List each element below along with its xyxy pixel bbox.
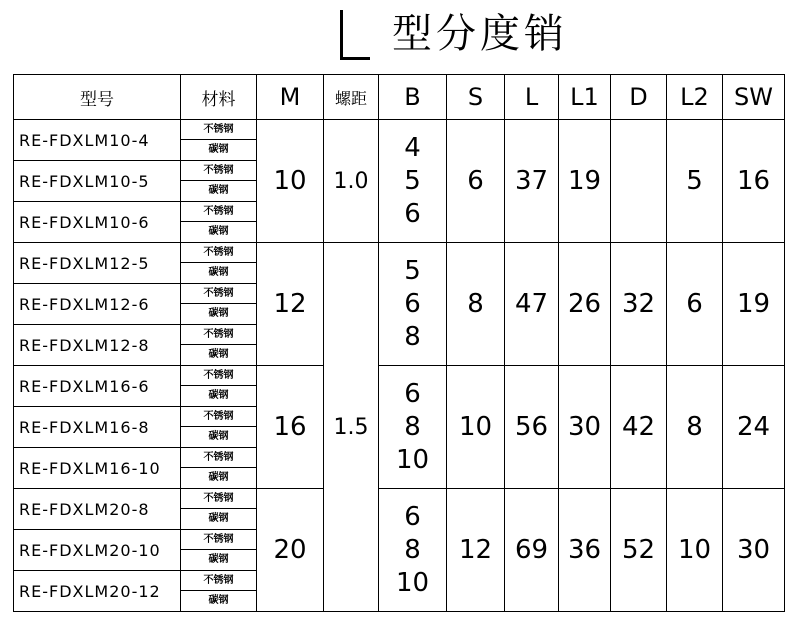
- header-pitch: 螺距: [324, 75, 379, 120]
- material-cell: [181, 448, 257, 489]
- material-stainless: 不锈钢: [181, 120, 256, 140]
- d-cell: 42: [611, 366, 667, 489]
- material-stainless: 不锈钢: [181, 284, 256, 304]
- header-d: D: [611, 75, 667, 120]
- b-value: 6: [404, 378, 421, 409]
- model-cell: RE-FDXLM16-6: [14, 366, 181, 407]
- material-carbon: 碳钢: [208, 472, 229, 483]
- b-value: 6: [404, 198, 421, 229]
- m-cell: 12: [257, 243, 324, 366]
- material-stainless: 不锈钢: [181, 448, 256, 468]
- table-row: [14, 120, 785, 161]
- material-carbon: 碳钢: [208, 349, 229, 360]
- s-cell: 6: [447, 120, 505, 243]
- header-sw: SW: [723, 75, 785, 120]
- l-cell: 37: [505, 120, 559, 243]
- l1-cell: 26: [559, 243, 611, 366]
- material-stainless: 不锈钢: [181, 161, 256, 181]
- material-cell: [181, 366, 257, 407]
- sw-cell: 19: [723, 243, 785, 366]
- b-value: 6: [404, 288, 421, 319]
- b-value: 8: [404, 411, 421, 442]
- model-cell: RE-FDXLM10-4: [14, 120, 181, 161]
- l2-cell: 6: [667, 243, 723, 366]
- b-value: 8: [404, 534, 421, 565]
- b-cell: [379, 120, 447, 243]
- header-row: [14, 75, 785, 120]
- material-carbon: 碳钢: [208, 513, 229, 524]
- l1-cell: 30: [559, 366, 611, 489]
- sw-cell: 16: [723, 120, 785, 243]
- material-stainless: 不锈钢: [181, 366, 256, 386]
- material-cell: [181, 325, 257, 366]
- header-l: L: [505, 75, 559, 120]
- material-cell: [181, 243, 257, 284]
- model-cell: RE-FDXLM12-6: [14, 284, 181, 325]
- material-cell: [181, 489, 257, 530]
- sw-cell: 24: [723, 366, 785, 489]
- model-cell: RE-FDXLM12-8: [14, 325, 181, 366]
- model-cell: RE-FDXLM20-12: [14, 571, 181, 612]
- table-row: [14, 489, 785, 530]
- material-stainless: 不锈钢: [181, 489, 256, 509]
- m-cell: 16: [257, 366, 324, 489]
- l-cell: 47: [505, 243, 559, 366]
- pitch-cell: 1.0: [324, 120, 379, 243]
- l-cell: 69: [505, 489, 559, 612]
- model-cell: RE-FDXLM16-10: [14, 448, 181, 489]
- l-cell: 56: [505, 366, 559, 489]
- header-s: S: [447, 75, 505, 120]
- s-cell: 12: [447, 489, 505, 612]
- material-cell: [181, 407, 257, 448]
- table-row: [14, 243, 785, 284]
- material-cell: [181, 161, 257, 202]
- material-carbon: 碳钢: [208, 185, 229, 196]
- header-model: 型号: [14, 75, 181, 120]
- material-cell: [181, 571, 257, 612]
- material-carbon: 碳钢: [208, 431, 229, 442]
- d-cell: 32: [611, 243, 667, 366]
- material-stainless: 不锈钢: [181, 530, 256, 550]
- sw-cell: 30: [723, 489, 785, 612]
- material-carbon: 碳钢: [208, 267, 229, 278]
- material-stainless: 不锈钢: [181, 325, 256, 345]
- b-value: 4: [404, 132, 421, 163]
- b-cell: [379, 243, 447, 366]
- material-stainless: 不锈钢: [181, 571, 256, 591]
- table-row: [14, 366, 785, 407]
- l2-cell: 5: [667, 120, 723, 243]
- material-cell: [181, 530, 257, 571]
- b-value: 5: [404, 165, 421, 196]
- header-l2: L2: [667, 75, 723, 120]
- b-value: 10: [395, 444, 430, 475]
- material-stainless: 不锈钢: [181, 243, 256, 263]
- material-stainless: 不锈钢: [181, 202, 256, 222]
- l1-cell: 36: [559, 489, 611, 612]
- b-value: 6: [404, 501, 421, 532]
- l2-cell: 8: [667, 366, 723, 489]
- header-m: M: [257, 75, 324, 120]
- l1-cell: 19: [559, 120, 611, 243]
- material-carbon: 碳钢: [208, 554, 229, 565]
- b-value: 8: [404, 321, 421, 352]
- spec-table: [13, 74, 785, 612]
- material-carbon: 碳钢: [208, 308, 229, 319]
- header-material: 材料: [181, 75, 257, 120]
- header-b: B: [379, 75, 447, 120]
- model-cell: RE-FDXLM10-5: [14, 161, 181, 202]
- model-cell: RE-FDXLM10-6: [14, 202, 181, 243]
- title-l-glyph: [340, 10, 370, 60]
- m-cell: 20: [257, 489, 324, 612]
- material-carbon: 碳钢: [208, 390, 229, 401]
- s-cell: 10: [447, 366, 505, 489]
- model-cell: RE-FDXLM16-8: [14, 407, 181, 448]
- pitch-cell: 1.5: [324, 243, 379, 612]
- b-value: 5: [404, 255, 421, 286]
- model-cell: RE-FDXLM20-10: [14, 530, 181, 571]
- material-stainless: 不锈钢: [181, 407, 256, 427]
- s-cell: 8: [447, 243, 505, 366]
- material-cell: [181, 120, 257, 161]
- page-title: [0, 4, 800, 66]
- title-text: 型分度销: [392, 11, 568, 57]
- material-carbon: 碳钢: [208, 226, 229, 237]
- material-carbon: 碳钢: [208, 144, 229, 155]
- material-cell: [181, 202, 257, 243]
- b-cell: [379, 489, 447, 612]
- b-value: 10: [395, 567, 430, 598]
- material-cell: [181, 284, 257, 325]
- d-cell: [611, 120, 667, 243]
- model-cell: RE-FDXLM12-5: [14, 243, 181, 284]
- material-carbon: 碳钢: [208, 595, 229, 606]
- header-l1: L1: [559, 75, 611, 120]
- m-cell: 10: [257, 120, 324, 243]
- model-cell: RE-FDXLM20-8: [14, 489, 181, 530]
- d-cell: 52: [611, 489, 667, 612]
- l2-cell: 10: [667, 489, 723, 612]
- b-cell: [379, 366, 447, 489]
